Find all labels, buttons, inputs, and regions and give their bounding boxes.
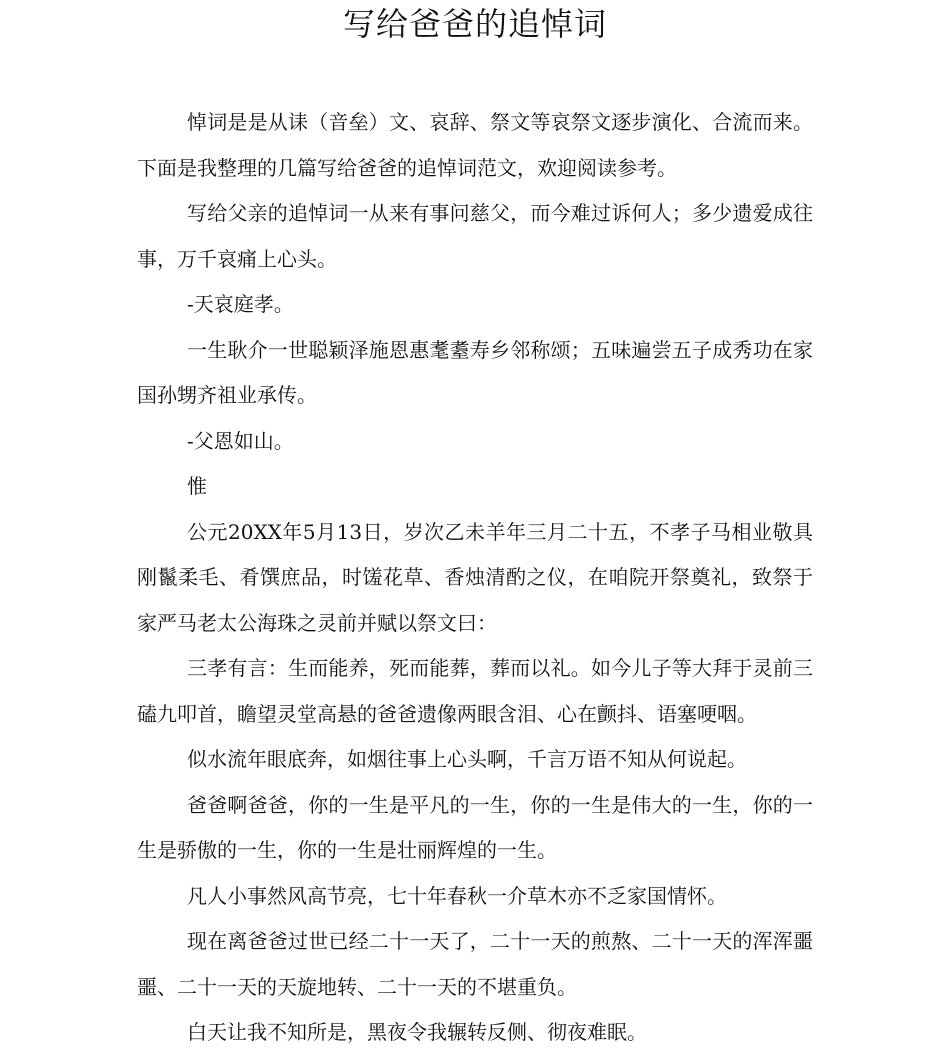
paragraph-memories: 似水流年眼底奔，如烟往事上心头啊，千言万语不知从何说起。	[187, 747, 747, 771]
paragraph-character: 凡人小事然风高节亮，七十年春秋一介草木亦不乏家国情怀。	[187, 883, 727, 908]
paragraph-life: 爸爸啊爸爸，你的一生是平凡的一生，你的一生是伟大的一生，你的一生是骄傲的一生，你的一生是壮丽辉煌的一生。	[137, 792, 813, 862]
paragraph-banner-2: -父恩如山。	[187, 428, 294, 453]
paragraph-couplet-1: 写给父亲的追悼词一从来有事问慈父，而今难过诉何人；多少遗爱成往事，万千哀痛上心头。	[137, 201, 813, 271]
paragraph-nights: 白天让我不知所是，黑夜令我辗转反侧、彻夜难眠。	[187, 1020, 647, 1044]
paragraph-couplet-2: 一生耿介一世聪颖泽施恩惠耄耋寿乡邻称颂；五味遍尝五子成秀功在家国孙甥齐祖业承传。	[137, 337, 813, 407]
paragraph-three-filial: 三孝有言：生而能养，死而能葬，葬而以礼。如今儿子等大拜于灵前三磕九叩首，瞻望灵堂高悬的爸爸遗像两眼含泪、心在颤抖、语塞哽咽。	[137, 656, 813, 726]
document-body	[137, 100, 813, 1056]
paragraph-banner-1: -天哀庭孝。	[187, 292, 294, 316]
paragraph-intro: 悼词是是从诔（音垒）文、哀辞、祭文等哀祭文逐步演化、合流而来。下面是我整理的几篇写给爸爸的追悼词范文，欢迎阅读参考。	[137, 110, 813, 180]
paragraph-days: 现在离爸爸过世已经二十一天了，二十一天的煎熬、二十一天的浑浑噩噩、二十一天的天旋地转、二十一天的不堪重负。	[137, 929, 813, 999]
paragraph-date: 公元20XX年5月13日，岁次乙未羊年三月二十五，不孝子马相业敬具刚鬣柔毛、肴馔庶品，时馐花草、香烛清酌之仪，在咱院开祭奠礼，致祭于家严马老太公海珠之灵前并赋以祭文曰：	[137, 519, 813, 635]
paragraph-wei: 惟	[187, 474, 207, 498]
document-title: 写给爸爸的追悼词	[342, 5, 607, 43]
